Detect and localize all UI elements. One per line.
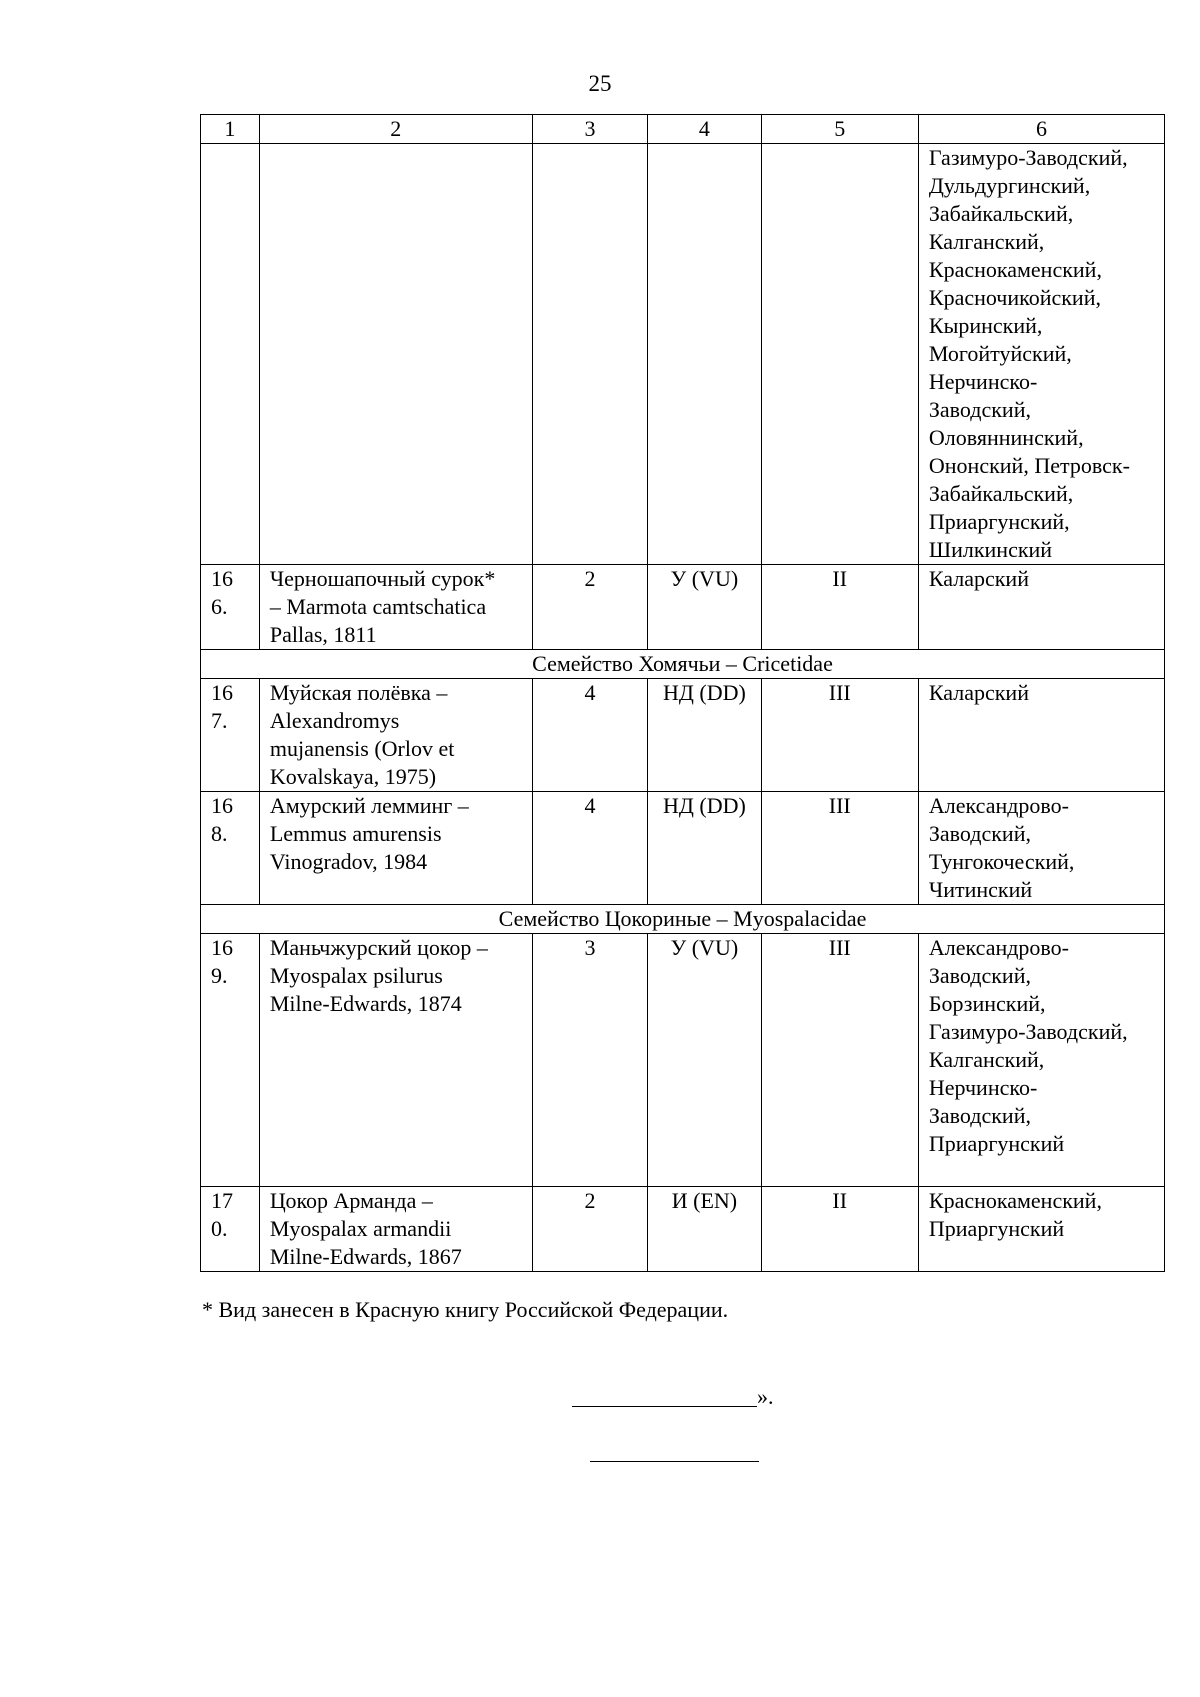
family-row <box>201 650 1165 679</box>
district-line: Кыринский, <box>928 313 1043 338</box>
districts-cell <box>918 934 1164 1187</box>
cell-line: Амурский лемминг – <box>269 793 469 818</box>
cell-line: Заводский, <box>928 1103 1031 1128</box>
column-header: 4 <box>648 115 761 144</box>
cell-line: Нерчинско- <box>928 1075 1038 1100</box>
cell-line: 16 <box>211 935 233 960</box>
cell-line: Цокор Арманда – <box>269 1188 433 1213</box>
cell-line: 6. <box>211 594 228 619</box>
cell-line: Alexandromys <box>269 708 400 733</box>
cell-line: Черношапочный сурок* <box>269 566 496 591</box>
district-line: Газимуро-Заводский, <box>928 145 1128 170</box>
district-line: Оловяннинский, <box>928 425 1084 450</box>
cell-line: 16 <box>211 680 233 705</box>
cell-line: Kovalskaya, 1975) <box>269 764 437 789</box>
column-header: 1 <box>201 115 260 144</box>
species-row <box>201 792 1165 905</box>
category-cell: 3 <box>532 934 648 1187</box>
column-header: 2 <box>259 115 532 144</box>
district-line: Забайкальский, <box>928 481 1074 506</box>
category-cell: 4 <box>532 792 648 905</box>
district-line: Забайкальский, <box>928 201 1074 226</box>
category-cell: 2 <box>532 1187 648 1272</box>
district-line: Краснокаменский, <box>928 257 1102 282</box>
status-cell: И (EN) <box>648 1187 761 1272</box>
family-heading: Семейство Цокориные – Myospalacidae <box>201 905 1165 934</box>
district-line: Заводский, <box>928 397 1031 422</box>
priority-cell <box>761 144 918 565</box>
number-cell <box>201 934 260 1187</box>
districts-cell <box>918 144 1164 565</box>
priority-cell: III <box>761 679 918 792</box>
cell-line: Калганский, <box>928 1047 1045 1072</box>
cell-line: 8. <box>211 821 228 846</box>
category-cell: 4 <box>532 679 648 792</box>
category-cell <box>532 144 648 565</box>
cell-line: Приаргунский <box>928 1131 1065 1156</box>
cell-line: 7. <box>211 708 228 733</box>
status-cell: У (VU) <box>648 934 761 1187</box>
species-name-cell <box>259 792 532 905</box>
cell-line: 17 <box>211 1188 233 1213</box>
cell-line: Pallas, 1811 <box>269 622 377 647</box>
districts-cell <box>918 679 1164 792</box>
cell-line: Каларский <box>928 680 1029 705</box>
cell-line: Vinogradov, 1984 <box>269 849 428 874</box>
signature-blank-line <box>572 1382 757 1407</box>
district-line: Шилкинский <box>928 537 1053 562</box>
district-line: Калганский, <box>928 229 1045 254</box>
number-cell <box>201 1187 260 1272</box>
cell-line: 16 <box>211 566 233 591</box>
cell-line: Milne-Edwards, 1867 <box>269 1244 462 1269</box>
category-cell: 2 <box>532 565 648 650</box>
column-header: 6 <box>918 115 1164 144</box>
cell-line: Заводский, <box>928 821 1031 846</box>
district-line: Дульдургинский, <box>928 173 1091 198</box>
number-cell <box>201 565 260 650</box>
number-cell <box>201 792 260 905</box>
family-heading: Семейство Хомячьи – Cricetidae <box>201 650 1165 679</box>
closing-quote-mark: ». <box>757 1384 774 1409</box>
district-line: Красночикойский, <box>928 285 1101 310</box>
district-line: Ононский, Петровск- <box>928 453 1130 478</box>
number-cell <box>201 679 260 792</box>
cell-line: Myospalax armandii <box>269 1216 452 1241</box>
cell-line: Муйская полёвка – <box>269 680 448 705</box>
table-row-continuation <box>201 144 1165 565</box>
status-cell: НД (DD) <box>648 679 761 792</box>
district-line: Нерчинско- <box>928 369 1038 394</box>
priority-cell: III <box>761 934 918 1187</box>
districts-cell <box>918 1187 1164 1272</box>
name-cell <box>259 144 532 565</box>
status-cell: НД (DD) <box>648 792 761 905</box>
cell-line: 0. <box>211 1216 228 1241</box>
column-header: 3 <box>532 115 648 144</box>
species-row <box>201 934 1165 1187</box>
cell-line: Приаргунский <box>928 1216 1065 1241</box>
species-row <box>201 1187 1165 1272</box>
table-header-row <box>201 115 1165 144</box>
districts-cell <box>918 565 1164 650</box>
species-row <box>201 565 1165 650</box>
cell-line: Александрово- <box>928 793 1069 818</box>
cell-line: mujanensis (Orlov et <box>269 736 455 761</box>
number-cell <box>201 144 260 565</box>
species-name-cell <box>259 565 532 650</box>
column-header: 5 <box>761 115 918 144</box>
cell-line: Александрово- <box>928 935 1069 960</box>
districts-cell <box>918 792 1164 905</box>
species-table <box>200 114 1165 1272</box>
cell-line: Маньчжурский цокор – <box>269 935 488 960</box>
cell-line: – Marmota camtschatica <box>269 594 487 619</box>
cell-line: 9. <box>211 963 228 988</box>
cell-line <box>929 1158 1160 1186</box>
cell-line: Борзинский, <box>928 991 1046 1016</box>
cell-line: 16 <box>211 793 233 818</box>
page-number: 25 <box>588 71 612 96</box>
cell-line: Каларский <box>928 566 1029 591</box>
end-of-document-rule <box>590 1461 759 1462</box>
species-name-cell <box>259 679 532 792</box>
species-name-cell <box>259 934 532 1187</box>
priority-cell: II <box>761 565 918 650</box>
status-cell <box>648 144 761 565</box>
district-line: Приаргунский, <box>928 509 1070 534</box>
species-name-cell <box>259 1187 532 1272</box>
status-cell: У (VU) <box>648 565 761 650</box>
species-row <box>201 679 1165 792</box>
district-line: Могойтуйский, <box>928 341 1072 366</box>
footnote: * Вид занесен в Красную книгу Российской Федерации. <box>202 1297 729 1322</box>
cell-line: Газимуро-Заводский, <box>928 1019 1128 1044</box>
priority-cell: II <box>761 1187 918 1272</box>
priority-cell: III <box>761 792 918 905</box>
cell-line: Lemmus amurensis <box>269 821 442 846</box>
cell-line: Заводский, <box>928 963 1031 988</box>
family-row <box>201 905 1165 934</box>
cell-line: Краснокаменский, <box>928 1188 1102 1213</box>
cell-line: Читинский <box>928 877 1033 902</box>
cell-line: Myospalax psilurus <box>269 963 443 988</box>
cell-line: Тунгокоческий, <box>928 849 1075 874</box>
cell-line: Milne-Edwards, 1874 <box>269 991 462 1016</box>
